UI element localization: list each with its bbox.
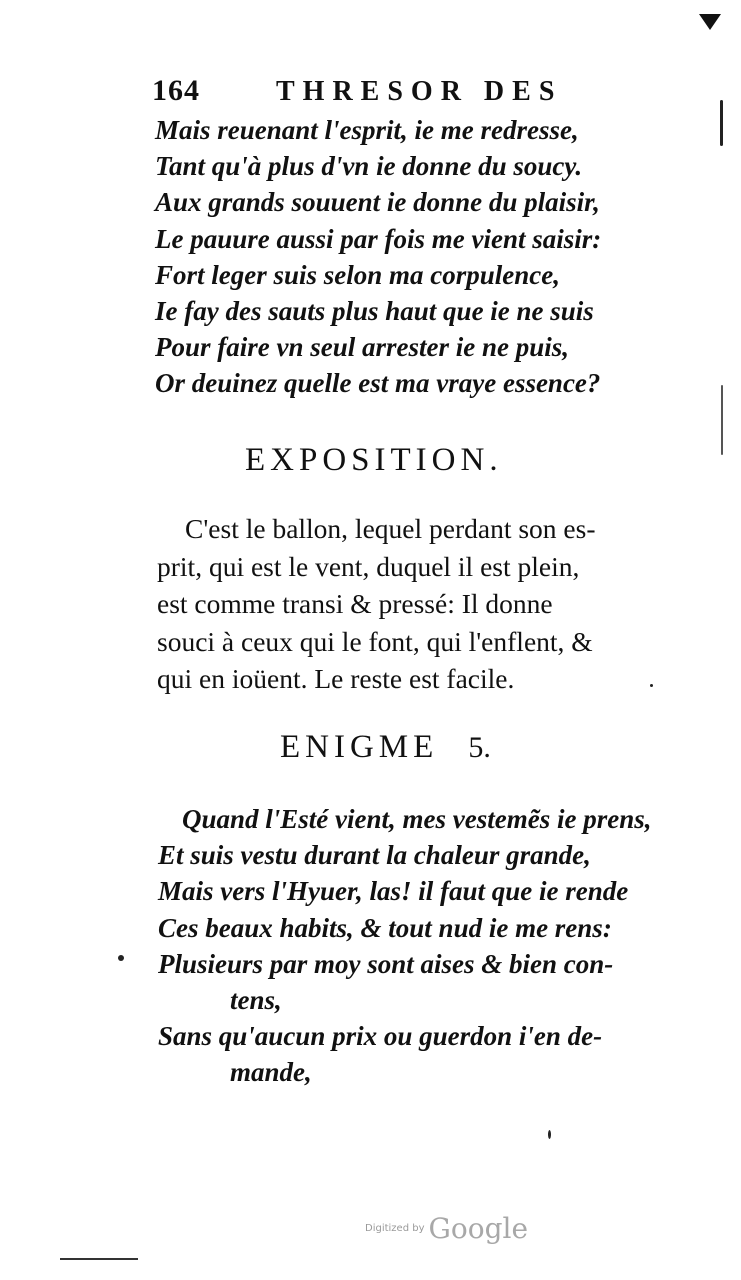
exposition-text (157, 510, 677, 698)
prose-line: est comme transi & pressé: Il donne (157, 588, 553, 619)
verse-line: Or deuinez quelle est ma vraye essence? (155, 368, 601, 399)
gutter-mark (721, 385, 723, 455)
gutter-mark (720, 100, 723, 146)
verse-line: Pour faire vn seul arrester ie ne puis, (155, 332, 570, 363)
running-head (152, 74, 592, 114)
bottom-rule (60, 1258, 138, 1260)
ink-speck (650, 684, 653, 687)
verse-line: Aux grands souuent ie donne du plaisir, (155, 187, 600, 218)
verse-block-top (155, 112, 601, 402)
verse-block-bottom (158, 801, 651, 1091)
verse-line: Mais reuenant l'esprit, ie me redresse, (155, 115, 579, 145)
verse-line: Mais vers l'Hyuer, las! il faut que ie rende (158, 876, 629, 907)
verse-line: Le pauure aussi par fois me vient saisir: (155, 223, 602, 254)
verse-line: tens, (230, 984, 282, 1015)
digitization-watermark (365, 1212, 528, 1245)
verse-line: Tant qu'à plus d'vn ie donne du soucy. (155, 151, 583, 182)
prose-line: prit, qui est le vent, duquel il est plein, (157, 550, 580, 582)
verse-line: mande, (230, 1057, 312, 1088)
running-title: THRESOR DES (276, 76, 563, 107)
exposition-heading: EXPOSITION. (245, 442, 503, 478)
verse-line: Ces beaux habits, & tout nud ie me rens: (158, 912, 612, 943)
ink-speck (118, 955, 124, 961)
verse-line: Plusieurs par moy sont aises & bien con- (158, 948, 614, 979)
verse-line: Quand l'Esté vient, mes vestemẽs ie prens, (182, 804, 652, 834)
ink-speck (548, 1130, 551, 1139)
verse-line: Ie fay des sauts plus haut que ie ne suis (155, 295, 594, 326)
enigme-heading (280, 729, 491, 766)
verse-line: Et suis vestu durant la chaleur grande, (158, 840, 591, 871)
digitized-label: Digitized by (365, 1223, 425, 1234)
verse-line: Sans qu'aucun prix ou guerdon i'en de- (158, 1021, 603, 1052)
corner-mark (699, 14, 721, 30)
prose-line: souci à ceux qui le font, qui l'enflent, & (157, 625, 593, 657)
prose-line: qui en ioüent. Le reste est facile. (157, 663, 515, 694)
google-logo: Google (428, 1212, 529, 1245)
prose-line: C'est le ballon, lequel perdant son es- (185, 513, 596, 544)
enigme-number: 5. (468, 731, 491, 764)
verse-line: Fort leger suis selon ma corpulence, (155, 259, 561, 290)
page-number: 164 (152, 74, 200, 107)
enigme-title: ENIGME (280, 729, 439, 765)
